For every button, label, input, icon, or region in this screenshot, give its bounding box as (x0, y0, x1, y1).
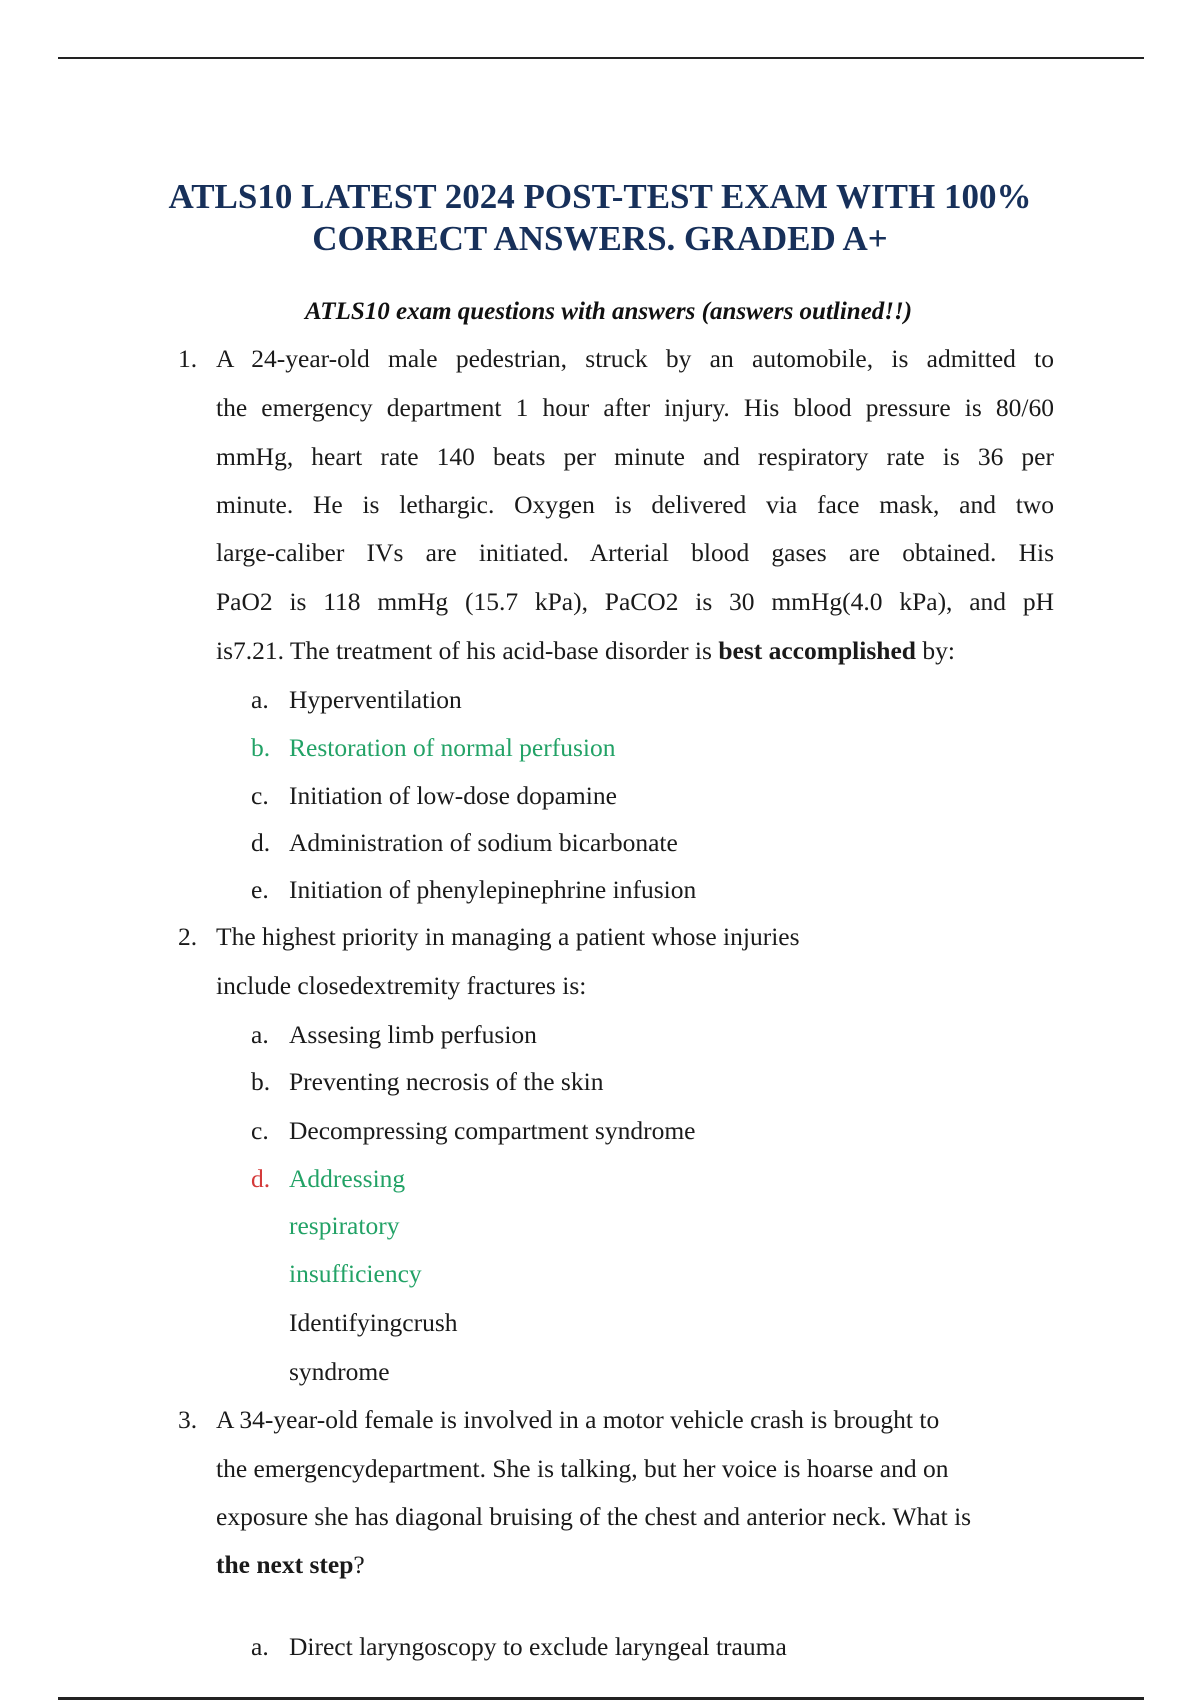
question-text-line: A 34-year-old female is involved in a motor vehicle crash is brought to (216, 1405, 940, 1434)
question-text-line: the emergencydepartment. She is talking, but her voice is hoarse and on (216, 1454, 949, 1483)
text-fragment: is7.21. The treatment of his acid-base disorder is (216, 636, 719, 665)
question-text-line: exposure she has diagonal bruising of the chest and anterior neck. What is (216, 1502, 972, 1531)
option-text: Direct laryngoscopy to exclude laryngeal trauma (289, 1632, 787, 1661)
title-line-2: CORRECT ANSWERS. GRADED A+ (312, 219, 888, 258)
option-text: respiratory (289, 1211, 400, 1240)
option-text: Assesing limb perfusion (289, 1020, 537, 1049)
option-letter: b. (251, 733, 271, 762)
text-fragment: ? (353, 1550, 365, 1579)
question-text-line: the emergency department 1 hour after injury. His blood pressure is 80/60 (216, 393, 1054, 422)
emphasis-text: best accomplished (718, 636, 916, 665)
option-letter: a. (251, 685, 269, 714)
question-number: 3. (178, 1405, 198, 1434)
question-text-line: A 24-year-old male pedestrian, struck by an automobile, is admitted to (216, 344, 1054, 373)
option-letter: c. (251, 781, 269, 810)
option-text: Administration of sodium bicarbonate (289, 828, 678, 857)
question-text-line: minute. He is lethargic. Oxygen is delivered via face mask, and two (216, 490, 1054, 519)
option-letter: d. (251, 828, 271, 857)
document-subtitle: ATLS10 exam questions with answers (answers outlined!!) (305, 298, 913, 325)
option-letter: d. (251, 1164, 271, 1193)
emphasis-text: the next step (216, 1550, 354, 1579)
text-fragment: by: (915, 636, 955, 665)
option-letter: b. (251, 1067, 271, 1096)
option-letter: a. (251, 1632, 269, 1661)
option-text: Preventing necrosis of the skin (289, 1067, 604, 1096)
question-number: 2. (178, 922, 198, 951)
top-rule (58, 57, 1144, 59)
option-text: syndrome (289, 1357, 390, 1386)
question-text-line: mmHg, heart rate 140 beats per minute and respiratory rate is 36 per (216, 442, 1054, 471)
question-text-line: large-caliber IVs are initiated. Arterial blood gases are obtained. His (216, 538, 1054, 567)
option-letter: a. (251, 1020, 269, 1049)
option-text: Identifyingcrush (289, 1308, 458, 1337)
question-number: 1. (178, 344, 198, 373)
option-letter: e. (251, 875, 269, 904)
option-text: Decompressing compartment syndrome (289, 1116, 696, 1145)
option-text: Initiation of low-dose dopamine (289, 781, 617, 810)
option-text: Initiation of phenylepinephrine infusion (289, 875, 697, 904)
option-letter: c. (251, 1116, 269, 1145)
title-line-1: ATLS10 LATEST 2024 POST-TEST EXAM WITH 100% (168, 177, 1032, 216)
question-text-line: The highest priority in managing a patient whose injuries (216, 922, 800, 951)
option-text: Addressing (289, 1164, 406, 1193)
document-title (100, 176, 1100, 260)
option-text: Restoration of normal perfusion (289, 733, 616, 762)
question-text-line (216, 1550, 365, 1580)
option-text: Hyperventilation (289, 685, 462, 714)
question-text-line: PaO2 is 118 mmHg (15.7 kPa), PaCO2 is 30 mmHg(4.0 kPa), and pH (216, 587, 1054, 616)
question-text-line (216, 636, 955, 666)
question-text-line: include closedextremity fractures is: (216, 971, 587, 1000)
option-text: insufficiency (289, 1259, 422, 1288)
